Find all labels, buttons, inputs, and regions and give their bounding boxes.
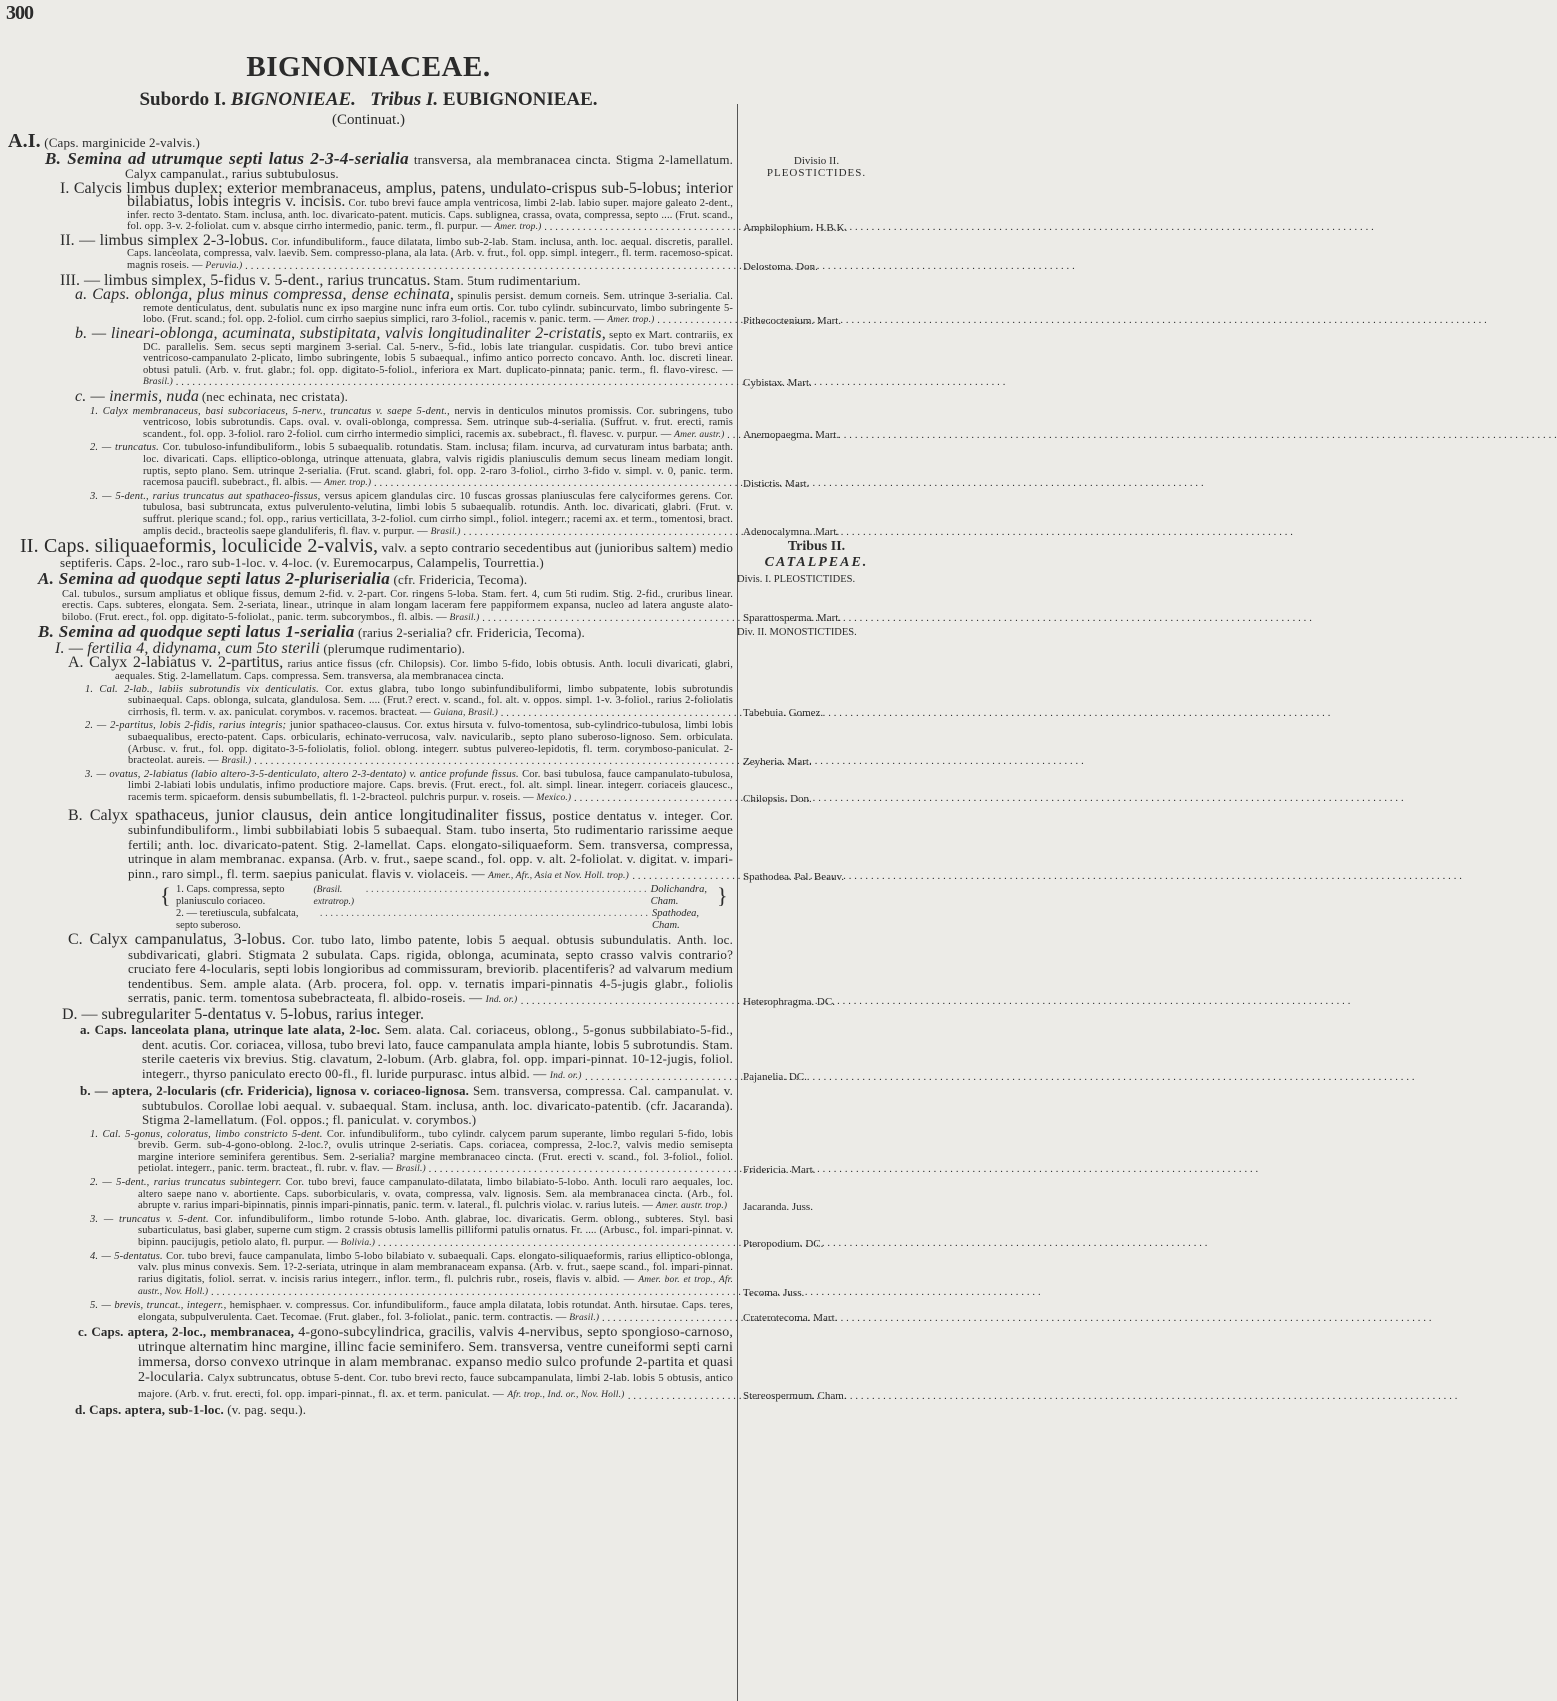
dot-leader xyxy=(374,478,731,490)
left-brace: { xyxy=(160,883,171,909)
dot-leader xyxy=(727,430,730,442)
entry-region: Guiana, Brasil.) xyxy=(433,707,498,718)
key-entry-b xyxy=(0,325,900,389)
entry-region: Amer. trop.) xyxy=(607,315,655,326)
entry-lead: II. — limbus simplex 2-3-lobus. xyxy=(60,231,269,249)
key-entry-Db4 xyxy=(0,1251,900,1299)
genus-name: Pteropodium. DC. xyxy=(743,1237,824,1250)
continuation-note: (Continuat.) xyxy=(332,112,405,128)
dot-leader xyxy=(176,377,731,389)
entry-lead: 3. — 5-dent., rarius truncatus aut spathaceo-fissus, xyxy=(90,490,321,502)
dot-leader: . . . . . . . . . . . . . . . . . . . . . . . . . . . . . . . . . . . . . . . . . . . . . . . . . . . . . . xyxy=(365,884,647,896)
dot-leader xyxy=(463,527,730,539)
entry-text: nervis in denticulos minutos promissis. Cor. subringens, tubo ventricoso, lobis subrotundis. Caps. oval. v. ovali-oblonga, compressa. Sem. utrinque sub-4-serialia. (Suffrut. v. frut. erecti, ramis scandent., fol. opp. 3-foliol. raro 2-foliol. cum cirrho intermedio simplici, racemis ax. subebract., fl. flavesc. v. purpur. — xyxy=(143,405,733,440)
genus-name: Heterophragma. DC. xyxy=(743,995,835,1008)
entry-lead: c. — inermis, nuda xyxy=(75,388,200,405)
entry-lead: 1. Cal. 2-lab., labiis subrotundis vix denticulatis. xyxy=(85,683,319,695)
entry-region: Amer. austr. trop.) xyxy=(655,1201,728,1212)
sub-text: 1. Caps. compressa, septo planiusculo coriaceo. xyxy=(176,884,285,908)
entry-text: Sem. alata. Cal. coriaceus, oblong., 5-gonus subbilabiato-5-fid., dent. acutis. Cor. coriacea, villosa, tubo brevi lato, fauce campanulata ampla hiante, lobis 5 subrotundis. Stam. sterile caeteris vix brevius. Stig. clavatum, 2-lobum. (Arb. glabra, fol. opp. impari-pinnat. 10-12-jugis, foliol. integerr., thyrso paniculato erecto 00-fl., fl. luride purpurasc. intus albid. — xyxy=(142,1022,733,1081)
entry-region: Brasil.) xyxy=(569,1312,600,1323)
key-entry-c1 xyxy=(0,406,900,442)
sub-text: 2. — teretiuscula, subfalcata, septo suberoso. xyxy=(176,908,299,932)
entry-text: Cor. tubo brevi fauce ampla ventricosa, limbi 2-lab. labio super. majore galeato 2-dent., infer. recto 3-dentato. Stam. inclusa, anth. loc. divaricato-patent. muticis. Caps. sublignea, crassa, ovata, compressa, septo .... (Frut. scand., fol. opp. 3-v. 2-foliolat. cum v. absque cirrho intermedio, panic. term., fl. purpur. — xyxy=(127,198,733,233)
entry-region: Bolivia.) xyxy=(340,1237,376,1248)
entry-text: (Caps. marginicide 2-valvis.) xyxy=(44,135,200,150)
dot-leader: . . . . . . . . . . . . . . . . . . . . . . . . . . . . . . . . . . . . . . . . . . . . . . . . . . . . . . . . . . . . . . . xyxy=(319,908,649,920)
key-entry-B xyxy=(0,148,900,182)
entry-text: (rarius 2-serialia? cfr. Fridericia, Tecoma). xyxy=(357,625,585,641)
entry-region: Ind. or.) xyxy=(485,995,518,1006)
genus-name: Fridericia. Mart. xyxy=(743,1164,816,1176)
dot-leader xyxy=(482,613,730,625)
entry-lead: c. Caps. aptera, 2-loc., membranacea, xyxy=(78,1324,295,1340)
entry-lead: b. — lineari-oblonga, acuminata, substipitata, valvis longitudinaliter 2-cristatis, xyxy=(75,325,606,343)
entry-region: Amer. trop.) xyxy=(324,478,372,489)
dot-leader xyxy=(574,793,730,805)
key-entry-B3 xyxy=(0,806,900,884)
entry-text-continued: Calyx subtruncatus, obtuse 5-dent. Cor. tubo brevi recto, fauce subcampanulata, limbi 2-lab. lobis 5 obtusis, antico majore. (Arb. v. frut. erecti, fol. opp. impari-pinnat., fl. ax. et term. paniculat. — xyxy=(138,1372,733,1400)
key-entry-II2 xyxy=(0,535,900,571)
key-entry-B2 xyxy=(0,622,900,642)
dot-leader xyxy=(657,315,730,327)
genus-name: Jacaranda. Juss. xyxy=(743,1200,813,1213)
entry-text: Cor. infundibuliform., tubo cylindr. calycem parum superante, limbo regulari 5-fido, lobis brevib. Germ. sub-4-gono-oblong. 2-loc.?, ovulis utrinque 2-seriatis. Caps. coriacea, compressa, 2-loc.?, valvis medio semisepta margine interiore seminifera gerentibus. Sem. 2-serialia? margine membranaceo cincta. (Frut. erecti v. scand., fol. 3-foliol., foliol. petiolat. integerr., panic. term. bracteat., fl. rubr. v. flav. — xyxy=(138,1128,733,1175)
key-entry-A3 xyxy=(0,654,900,682)
key-entry-c3 xyxy=(0,491,900,538)
entry-text: Cor. basi tubulosa, fauce campanulato-tubulosa, limbi 2-labiati lobis undulatis, infimo productiore majore. Caps. brevis. (Frut. erect., fol. alt. simpl. linear. integerr. coriaceis glaucesc., racemis term. spicaeform. densis subumbellatis, fl. 1-2-bracteol. pulchris purpur. v. roseis. — xyxy=(128,768,733,803)
entry-region: Amer., Afr., Asia et Nov. Holl. trop.) xyxy=(488,870,629,881)
key-body xyxy=(0,130,900,1419)
dot-leader xyxy=(602,1313,731,1325)
entry-text: 4-gono-subcylindrica, gracilis, valvis 4-nervibus, septo spongioso-carnoso, utrinque alternatim hinc margine, illinc facie seminifero. Sem. transversa, ventre cuneiformi septi carni immersa, dorso convexo utrinque in alam membranac. expanso medio sulco profunde 2-partita et quasi 2-locularia. xyxy=(138,1325,734,1386)
entry-lead: d. Caps. aptera, sub-1-loc. xyxy=(75,1402,224,1418)
right-brace: } xyxy=(717,883,728,909)
entry-lead: 5. — brevis, truncat., integerr., xyxy=(90,1299,227,1311)
entry-text: valv. a septo contrario secedentibus aut (junioribus saltem) medio septiferis. Caps. 2-loc., raro sub-1-loc. v. 4-loc. (v. Euremocarpus, Calampelis, Tourrettia.) xyxy=(60,540,734,570)
dot-leader xyxy=(632,871,730,883)
entry-lead: a. Caps. oblonga, plus minus compressa, dense echinata, xyxy=(75,286,455,304)
entry-lead: 2. — 5-dent., rarius truncatus subintegerr. xyxy=(90,1177,282,1188)
entry-text: Cor. tubo brevi, fauce campanulata, limbo 5-lobo bilabiato v. subaequali. Caps. elongato-siliquaeformis, rarius elliptico-oblonga, valv. plus minus convexis. Sem. 1?-2-seriata, utrinque in alam membranaceam expansa. (Arb. v. frut., saepe scand., fol. impari-pinnat. rarius digitatis, foliol. serrat. v. incisis rarius integerr., inflor. term., fl. pulchris rubr., roseis, flavis v. albid. — xyxy=(138,1250,733,1285)
entry-text: junior spathaceo-clausus. Cor. extus hirsuta v. fulvo-tomentosa, sub-cylindrico-tubulosa, limbi lobis subaequalibus, erecto-patent. Caps. orbicularis, echinato-verrucosa, valv. navicularib., septo plano suberoso-lignoso. Sem. orbiculata. (Arbusc. v. frut., fol. opp. digitato-3-5-foliolatis, foliol. oblong. integerr. subtus pulvereo-lepidotis, fl. term. corymboso-paniculat. 2-bracteolat. aureis. — xyxy=(128,720,734,767)
sub-genus: Spathodea, Cham. xyxy=(652,908,699,932)
entry-text: septo ex Mart. contrariis, ex DC. parallelis. Sem. secus septi marginem 3-serial. Cal. 5-nerv., 5-fid., lobis late triangular. cuspidatis. Cor. tubo brevi antice ventricoso-campanulato 2-plicato, limbo subringente, lobis 5 subaequal., infimo antico porrecto concavo. Anth. loc. discreti linear. obtusi patuli. (Arb. v. frut. glabr.; fol. opp. digitato-5-foliol., inferiora ex Mart. duplicato-pinnata; panic. term., fl. flavo-viresc. — xyxy=(143,330,733,376)
entry-lead: 2. — 2-partitus, lobis 2-fidis, rarius integris; xyxy=(85,720,287,732)
entry-text: Cor. infundibuliform., limbo rotunde 5-lobo. Anth. glabrae, loc. divaricatis. Germ. oblong., subteres. Styl. basi subarticulatus, basi glaber, superne cum stigm. 2 crassis obtusis lamellis pilliformi patulis ornatus. Fr. .... (Arbusc., fol. impari-pinnat. v. bipinn. paucijugis, petiolo alato, fl. purpur. — xyxy=(138,1213,733,1248)
key-entry-Db xyxy=(0,1084,900,1128)
tribus-label: Tribus I. xyxy=(370,89,439,110)
key-entry-A31 xyxy=(0,684,900,720)
key-entry-A2-description xyxy=(0,589,900,625)
division-label: Divis. I. PLEOSTICTIDES. xyxy=(737,573,856,585)
entry-region: Peruvia.) xyxy=(205,261,243,272)
entry-region: Brasil.) xyxy=(430,526,461,537)
entry-lead: I. — fertilia 4, didynama, cum 5to sterili xyxy=(55,639,320,657)
entry-text: (plerumque rudimentario). xyxy=(323,640,466,656)
dot-leader xyxy=(429,1164,731,1176)
genus-name: Chilopsis. Don. xyxy=(743,792,812,805)
entry-lead: 4. — 5-dentatus. xyxy=(90,1250,163,1262)
entry-region: Brasil.) xyxy=(449,612,480,623)
entry-lead: 1. Cal. 5-gonus, coloratus, limbo constricto 5-dent. xyxy=(90,1128,323,1140)
key-entry-Db5 xyxy=(0,1300,900,1324)
key-entry-Da xyxy=(0,1023,900,1083)
key-entry-Db3 xyxy=(0,1214,900,1250)
subdivision-line xyxy=(0,908,733,932)
division-number: Divisio II. xyxy=(793,154,840,167)
entry-text: Cor. tubo lato, limbo patente, lobis 5 aequal. obtusis subundulatis. Anth. loc. subdivaricati, glabri. Stigmata 2 subulata. Caps. rigida, oblonga, acuminata, septo crasso valvis contrario? cruciato fere 4-locularis, septi lobis longioribus ad commissuram, breviorib. placentiferis? ad valvarum medium tendentibus. Sem. ample alata. (Arb. procera, fol. opp. v. ternatis impari-pinnatis 4-5-jugis glabr., foliolis serratis, panic. term. tomentosa subebracteata, fl. albido-roseis. — xyxy=(128,932,734,1006)
genus-name: Pajanelia. DC. xyxy=(743,1071,807,1084)
entry-region: Amer. austr.) xyxy=(674,429,725,440)
genus-name: Distictis. Mart. xyxy=(743,477,810,490)
entry-text: Stam. 5tum rudimentarium. xyxy=(433,272,581,288)
entry-region: Mexico.) xyxy=(536,792,572,803)
tribe-label xyxy=(733,539,900,571)
entry-text: spinulis persist. demum corneis. Sem. utrinque 3-serialia. Cal. remote denticulatus, dent. subulatis nunc ex ipso margine nunc infra eum ortis. Cor. tubo cylindr. subincurvato, limbo subringente 5-lobo. (Frut. scand.; fol. opp. 2-foliol. cum cirrho saepius simplici, raro 3-foliol., racemis v. panic. term. — xyxy=(143,291,734,326)
entry-text: (v. pag. sequ.). xyxy=(227,1402,307,1418)
key-entry-a xyxy=(0,286,900,328)
key-entry-C xyxy=(0,933,900,1008)
entry-lead: B. Semina ad quodque septi latus 1-serialia xyxy=(38,622,355,642)
entry-text: rarius antice fissus (cfr. Chilopsis). Cor. limbo 5-fido, lobis obtusis. Anth. loculi divaricati, glabri, aequales. Stig. 2-lamellatum. Caps. compressa. Sem. transversa, ala membranacea cincta. xyxy=(115,659,733,682)
key-entry-A32 xyxy=(0,720,900,767)
genus-name: Tabebuia. Gomez. xyxy=(743,707,824,720)
entry-text: Cal. tubulos., sursum ampliatus et oblique fissus, demum 2-fid. v. 2-part. Cor. ringens 5-loba. Stam. fert. 4, cum 5ti rudim. Stig. 2-fid., cruribus linear. erectis. Caps. subteres, elongata. Sem. 2-seriata, linear., utrinque in alam longam laceram fere pappiformem expansa, nucleo ad latera anguste alato-bilobo. (Frut. erect., fol. opp. digitato-5-foliolat., panic. term. subcorymbos., fl. albis. — xyxy=(62,588,733,623)
key-entry-Dc xyxy=(0,1325,900,1402)
tribus-name: EUBIGNONIEAE. xyxy=(442,89,598,110)
genus-name: Cybistax. Mart. xyxy=(743,377,812,389)
dot-leader xyxy=(521,996,731,1008)
entry-lead: II. Caps. siliquaeformis, loculicide 2-valvis, xyxy=(20,535,379,558)
entry-region: Brasil.) xyxy=(395,1164,426,1175)
entry-lead: C. Calyx campanulatus, 3-lobus. xyxy=(68,931,286,949)
entry-lead: D. — subregulariter 5-dentatus v. 5-lobus, rarius integer. xyxy=(62,1005,424,1023)
entry-text: Cor. extus glabra, tubo longo subinfundibuliformi, limbo subpatente, lobis subrotundis subinaequal. Caps. oblonga, sulcata, glandulosa. Sem. .... (Frut.? erect. v. scand., fol. alt. v. oppos. simpl. 1-v. 3-foliol., rarius 2-foliolatis cirrhosis, fl. term. v. ax. paniculat. corymbos. v. racemos. bracteat. — xyxy=(128,683,733,718)
entry-text: hemisphaer. v. compressus. Cor. infundibuliform., fauce ampla dilatata, lobis rotundat. Anth. hirsutae. Caps. teres, elongata, subpulverulenta. Caet. Tecomae. (Frut. glaber., fol. 3-foliolat., panic. term. contractis. — xyxy=(138,1299,734,1323)
entry-lead: B. Semina ad utrumque septi latus 2-3-4-serialia xyxy=(45,148,409,168)
subordo-heading xyxy=(0,89,737,110)
entry-text: (nec echinata, nec cristata). xyxy=(201,389,348,404)
genus-name: Anemopaegma. Mart. xyxy=(743,429,840,442)
entry-text: Cor. infundibuliform., fauce dilatata, limbo sub-2-lab. Stam. inclusa, anth. loc. aequal. discretis, parallel. Caps. lanceolata, compressa, valv. laevib. Sem. compresso-plana, ala lata. (Arb. v. frut., fol. opp. simpl. integerr., fl. term. racemoso-spicat. magnis roseis. — xyxy=(127,236,734,272)
genus-name: Stereospermum. Cham. xyxy=(743,1390,847,1403)
entry-text: versus apicem glandulas circ. 10 fuscas grossas planiusculas fere calyciformes gerens. Cor. tubulosa, basi subtruncata, extus pulverulento-velutina, limbi lobis 5 subaequalib. rotundis. Anth. loc. divaricati, glabri. (Frut. v. suffrut. plerique scand.; fol. opp., rarius verticillata, 3-2-foliol. cum cirrho simpl., foliol. integerr.; racemi ax. et term., tomentosi, bract. amplis decid., bracteolis saepe glanduliferis, fl. flav. v. purpur. — xyxy=(143,490,734,537)
family-title: BIGNONIACEAE. xyxy=(246,51,491,83)
dot-leader xyxy=(378,1238,731,1250)
tribe-name: CATALPEAE. xyxy=(764,555,869,571)
genus-name: Sparattosperma. Mart. xyxy=(743,612,842,625)
entry-region: Ind. or.) xyxy=(549,1070,582,1081)
genus-name: Adenocalymna. Mart. xyxy=(743,526,840,539)
sub-genus: Dolichandra, Cham. xyxy=(650,884,707,908)
key-entry-A2 xyxy=(0,569,900,589)
entry-region: Brasil.) xyxy=(143,377,173,388)
entry-lead: 2. — truncatus. xyxy=(90,442,159,454)
dot-leader xyxy=(628,1391,731,1403)
genus-name: Zeyheria. Mart. xyxy=(743,755,812,768)
entry-lead: I. Calycis limbus duplex; exterior membranaceus, amplus, patens, undulato-crispus sub-5-lobus; interior bilabiatus, lobis integris v. incisis. xyxy=(60,179,733,211)
division-label: Div. II. MONOSTICTIDES. xyxy=(737,627,857,639)
dot-leader xyxy=(544,222,730,234)
division-label xyxy=(733,155,900,179)
entry-lead: B. Calyx spathaceus, junior clausus, dein antice longitudinaliter fissus, xyxy=(68,806,546,824)
entry-region: Afr. trop., Ind. or., Nov. Holl.) xyxy=(507,1389,625,1400)
entry-lead: A. Calyx 2-labiatus v. 2-partitus, xyxy=(68,654,284,672)
entry-lead: A. Semina ad quodque septi latus 2-pluriserialia xyxy=(38,569,391,589)
key-entry-Db2 xyxy=(0,1177,900,1213)
entry-text: postice dentatus v. integer. Cor. subinfundibuliform., limbi subbilabiati lobis 5 subaequal. Stam. tubo inserta, 5to rudimentario rarissime aeque fertili; anth. loc. divaricato-patent. Stig. 2-lamellat. Caps. elongato-siliquaeform. Sem. transversa, compressa, utrinque in alam membranac. expansa. (Arb. v. frut., saepe scand., fol. opp. v. alt. 2-foliolat. v. digitat. v. impari-pinn., raro simpl., fl. term. saepius paniculat. flavis v. violaceis. — xyxy=(128,807,733,881)
entry-lead: 3. — truncatus v. 5-dent. xyxy=(90,1213,209,1225)
entry-region: Amer. trop.) xyxy=(494,222,542,233)
entry-lead: 3. — ovatus, 2-labiatus (labio altero-3-5-denticulato, altero 2-3-dentato) v. antice profunde fissus. xyxy=(85,768,519,780)
key-entry-II xyxy=(0,231,900,273)
entry-lead: 1. Calyx membranaceus, basi subcoriaceus, 5-nerv., truncatus v. saepe 5-dent., xyxy=(90,405,450,417)
genus-name: Delostoma. Don. xyxy=(743,260,818,273)
entry-region: Amer. bor. et trop., Afr. austr., Nov. Holl.) xyxy=(138,1274,733,1298)
key-entry-c xyxy=(0,390,900,405)
entry-lead: b. — aptera, 2-locularis (cfr. Fridericia), lignosa v. coriaceo-lignosa. xyxy=(80,1083,470,1099)
spathodea-subdivision xyxy=(0,884,900,932)
subordo-name: BIGNONIEAE. xyxy=(230,89,356,110)
genus-name: Spathodea. Pal. Beauv. xyxy=(743,871,845,884)
key-entry-I xyxy=(0,179,900,234)
entry-text: Sem. transversa, compressa. Cal. campanulat. v. subtubulos. Corollae lobi aequal. v. subaequal. Stam. inclusa, anth. loc. divaricato-patentib. (cfr. Jacaranda). Stigma 2-lamellatum. (Fol. oppos.; fl. paniculat. v. corymbos.) xyxy=(142,1083,733,1128)
entry-lead: A.I. xyxy=(8,130,41,152)
entry-region: Brasil.) xyxy=(221,756,252,767)
key-entry-c2 xyxy=(0,442,900,489)
entry-lead: III. — limbus simplex, 5-fidus v. 5-dent., rarius truncatus. xyxy=(60,271,431,289)
key-entry-A33 xyxy=(0,769,900,805)
page-number: 300 xyxy=(6,2,33,24)
entry-text: (cfr. Fridericia, Tecoma). xyxy=(393,572,528,588)
dot-leader xyxy=(585,1072,731,1084)
entry-text: Cor. tubuloso-infundibuliform., lobis 5 subaequalib. rotundatis. Stam. inclusa; filam. incurva, ad curvaturam intus barbata; anth. loc. divaricati. Caps. elliptico-oblonga, utrinque attenuata, glabra, valvis rigidis planiusculis demum secus lineam mediam longit. ruptis, septo plano. Sem. utrinque 2-serialia. (Frut. scand. glabri, fol. opp. 2-raro 3-foliol., cirrho 3-fido v. simpl. v. 0, panic. term. racemosa paucifl. subebract., fl. albis. — xyxy=(143,442,733,489)
entry-lead: a. Caps. lanceolata plana, utrinque late alata, 2-loc. xyxy=(80,1022,381,1038)
genus-name: Pithecoctenium. Mart. xyxy=(743,315,842,328)
dot-leader xyxy=(501,708,731,720)
subdivision-line xyxy=(0,884,733,908)
genus-name: Craterotecoma. Mart. xyxy=(743,1312,838,1325)
key-entry-Db1 xyxy=(0,1129,900,1176)
sub-region: (Brasil. extratrop.) xyxy=(313,885,355,908)
key-entry-Dd xyxy=(0,1403,900,1418)
dot-leader xyxy=(211,1287,730,1299)
entry-text: transversa, ala membranacea cincta. Stigma 2-lamellatum. Calyx campanulat., rarius subtubulosus. xyxy=(125,151,733,181)
key-entry-D xyxy=(0,1005,900,1023)
tribe-number: Tribus II. xyxy=(787,539,846,555)
genus-name: Tecoma. Juss. xyxy=(743,1286,805,1299)
entry-text: Cor. tubo brevi, fauce campanulato-dilatata, limbo bilabiato-5-lobo. Anth. loculi raro aequales, loc. altero saepe nano v. abortiente. Caps. suborbicularis, v. ovata, compressa, valv. lignosis. Sem. ala membranacea cincta. (Arb., fol. abrupte v. rarius impari-bipinnatis, pinnis impari-pinnatis, panic. term. v. lateral., fl. pulchris violac. v. rarius luteis. — xyxy=(138,1177,733,1212)
subordo-label: Subordo I. xyxy=(139,89,227,110)
dot-leader xyxy=(254,756,730,768)
genus-name: Amphilophium. H.B.K. xyxy=(743,221,848,234)
division-name: PLEOSTICTIDES. xyxy=(766,166,867,179)
